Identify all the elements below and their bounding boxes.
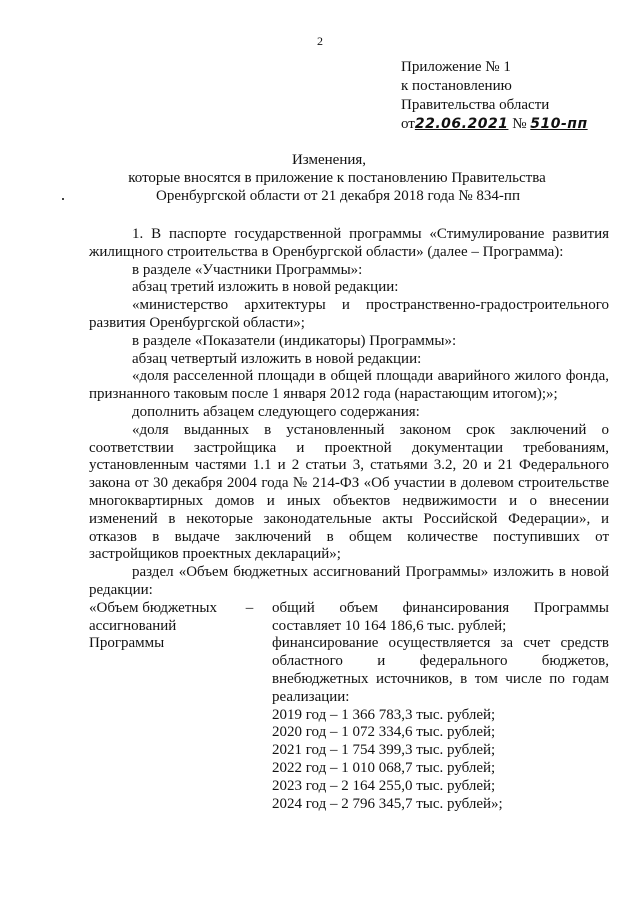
title-line-1: Изменения, — [291, 152, 367, 168]
budget-left-line-1: «Объем бюджетных — [89, 599, 217, 616]
title-line-3: Оренбургской области от 21 декабря 2018 года № 834-пп — [156, 188, 520, 204]
budget-year-2020: 2020 год – 1 072 334,6 тыс. рублей; — [272, 724, 496, 741]
budget-total: общий объем финансирования Программы составляет 10 164 186,6 тыс. рублей; — [272, 599, 609, 634]
document-body — [89, 226, 609, 813]
page-number: 2 — [317, 34, 323, 48]
paragraph-7: «доля расселенной площади в общей площади аварийного жилого фонда, признанного таковым после 1 января 2012 года (нарастающим итогом);»; — [89, 368, 609, 403]
budget-year-2021: 2021 год – 1 754 399,3 тыс. рублей; — [272, 742, 496, 759]
paragraph-9: «доля выданных в установленный законом срок заключений о соответствии застройщика и проектной документации требованиям, установленным частями 1.1 и 2 статьи 3, статьями 3.2, 20 и 21 Федерального закона от 30 декабря 2004 года № 214-ФЗ «Об участии в долевом строительстве многоквартирных домов и иных объектов недвижимости и о внесении изменений в некоторые законодательные акты Российской Федерации», и отказов в выдаче заключений в общем количестве поступивших от застройщиков проектных деклараций»; — [89, 421, 609, 563]
budget-table-left — [89, 600, 227, 814]
budget-year-2024: 2024 год – 2 796 345,7 тыс. рублей»; — [272, 795, 503, 812]
paragraph-1: 1. В паспорте государственной программы «Стимулирование развития жилищного строительства в Оренбургской области» (далее – Программа): — [89, 226, 609, 260]
title-line-2: которые вносятся в приложение к постановлению Правительства — [128, 170, 546, 186]
appendix-block — [401, 58, 588, 134]
handwritten-number: 510-пп — [530, 116, 588, 132]
paragraph-4: «министерство архитектуры и пространственно-градостроительного развития Оренбургской области»; — [89, 297, 609, 331]
budget-financing: финансирование осуществляется за счет средств областного и федерального бюджетов, внебюджетных источников, в том числе по годам реализации: — [272, 635, 609, 705]
budget-year-2019: 2019 год – 1 366 783,3 тыс. рублей; — [272, 706, 496, 723]
from-label: от — [401, 116, 415, 132]
paragraph-3: абзац третий изложить в новой редакции: — [132, 279, 399, 296]
appendix-line-1: Приложение № 1 — [401, 59, 511, 75]
budget-left-line-3: Программы — [89, 635, 165, 652]
budget-year-2022: 2022 год – 1 010 068,7 тыс. рублей; — [272, 759, 496, 776]
budget-table-right — [272, 600, 609, 814]
paragraph-6: абзац четвертый изложить в новой редакции: — [132, 350, 422, 367]
budget-left-line-2: ассигнований — [89, 617, 177, 634]
number-label: № — [512, 116, 527, 132]
appendix-line-3: Правительства области — [401, 97, 550, 113]
appendix-signature-line — [401, 115, 588, 134]
margin-dot — [62, 198, 64, 200]
paragraph-5: в разделе «Показатели (индикаторы) Программы»: — [132, 332, 457, 349]
paragraph-8: дополнить абзацем следующего содержания: — [132, 403, 420, 420]
handwritten-date: 22.06.2021 — [414, 116, 509, 132]
appendix-line-2: к постановлению — [401, 78, 512, 94]
paragraph-2: в разделе «Участники Программы»: — [132, 261, 363, 278]
budget-table — [89, 600, 609, 814]
document-title — [0, 151, 640, 205]
paragraph-10: раздел «Объем бюджетных ассигнований Программы» изложить в новой редакции: — [89, 564, 609, 598]
budget-year-2023: 2023 год – 2 164 255,0 тыс. рублей; — [272, 777, 496, 794]
budget-table-dash: – — [245, 599, 254, 616]
